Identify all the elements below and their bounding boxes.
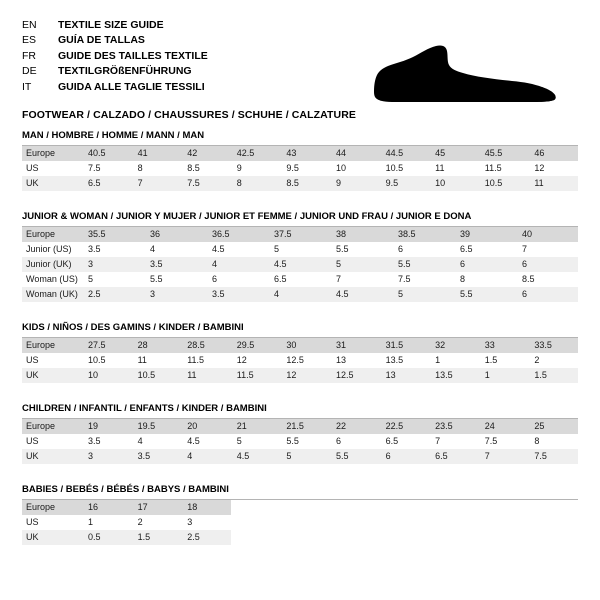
size-cell: 33.5 xyxy=(528,338,578,353)
size-cell xyxy=(280,515,330,530)
language-row xyxy=(22,33,208,48)
size-cell: 8 xyxy=(460,274,466,284)
size-cell: 11 xyxy=(528,176,578,191)
size-cell: 10 xyxy=(335,163,346,173)
size-cell: 11 xyxy=(137,355,147,365)
size-cell: 5 xyxy=(280,449,330,464)
language-code: IT xyxy=(22,80,32,93)
size-cell: 13 xyxy=(380,368,430,383)
size-cell: 6.5 xyxy=(385,436,399,446)
size-cell: 18 xyxy=(181,500,231,515)
size-cell: 13.5 xyxy=(429,368,479,383)
language-code: ES xyxy=(22,34,37,47)
row-label: UK xyxy=(22,530,82,545)
size-cell xyxy=(479,515,529,530)
size-cell: 25 xyxy=(528,419,578,434)
size-cell: 8.5 xyxy=(522,274,535,284)
size-cell: 42 xyxy=(181,146,231,161)
size-cell: 11.5 xyxy=(484,163,502,173)
size-group-title: JUNIOR & WOMAN / JUNIOR Y MUJER / JUNIOR ET FEMME / JUNIOR UND FRAU / JUNIOR E DONA xyxy=(22,211,578,227)
size-cell: 6 xyxy=(398,244,404,254)
size-cell: 40.5 xyxy=(82,146,132,161)
size-cell: 6.5 xyxy=(274,274,287,284)
size-table xyxy=(22,500,578,545)
language-code: DE xyxy=(22,65,37,78)
size-cell: 22 xyxy=(330,419,380,434)
size-cell: 6 xyxy=(212,274,218,284)
row-label: US xyxy=(26,436,39,446)
size-cell: 5.5 xyxy=(150,274,163,284)
size-cell: 11 xyxy=(181,368,231,383)
size-cell: 3.5 xyxy=(206,287,268,302)
size-cell: 41 xyxy=(132,146,182,161)
size-cell: 2.5 xyxy=(181,530,231,545)
language-row xyxy=(22,49,208,64)
size-cell: 4 xyxy=(150,244,156,254)
size-group-title: CHILDREN / INFANTIL / ENFANTS / KINDER / BAMBINI xyxy=(22,403,578,419)
size-cell: 6.5 xyxy=(429,449,479,464)
size-cell: 44.5 xyxy=(380,146,430,161)
size-cell: 31 xyxy=(330,338,380,353)
row-label: US xyxy=(26,163,39,173)
size-cell xyxy=(380,515,430,530)
size-cell: 12.5 xyxy=(330,368,380,383)
document-header xyxy=(22,18,578,122)
size-cell: 3 xyxy=(187,517,193,527)
size-cell: 19 xyxy=(82,419,132,434)
size-cell xyxy=(231,530,281,545)
size-cell: 19.5 xyxy=(132,419,182,434)
size-cell xyxy=(479,530,529,545)
size-cell: 32 xyxy=(429,338,479,353)
size-cell xyxy=(330,500,380,515)
size-cell: 40 xyxy=(516,227,578,242)
size-cell: 2.5 xyxy=(82,287,144,302)
size-cell: 1.5 xyxy=(484,355,498,365)
size-cell: 6 xyxy=(335,436,341,446)
size-cell: 44 xyxy=(330,146,380,161)
size-cell: 4 xyxy=(137,436,143,446)
size-cell: 7.5 xyxy=(181,176,231,191)
size-cell: 8.5 xyxy=(280,176,330,191)
size-cell: 24 xyxy=(479,419,529,434)
row-label: Woman (US) xyxy=(26,274,78,284)
table-row xyxy=(22,146,578,161)
size-cell: 5 xyxy=(392,287,454,302)
size-table xyxy=(22,419,578,464)
size-cell xyxy=(429,500,479,515)
size-cell: 3.5 xyxy=(88,244,101,254)
size-cell: 7.5 xyxy=(398,274,411,284)
size-cell xyxy=(330,530,380,545)
size-cell: 33 xyxy=(479,338,529,353)
size-cell: 10.5 xyxy=(132,368,182,383)
size-cell: 17 xyxy=(132,500,182,515)
size-cell: 10 xyxy=(82,368,132,383)
table-row xyxy=(22,242,578,257)
table-row xyxy=(22,419,578,434)
size-cell: 36.5 xyxy=(206,227,268,242)
size-cell xyxy=(231,500,281,515)
language-row xyxy=(22,64,208,79)
size-cell: 5.5 xyxy=(336,244,349,254)
size-cell xyxy=(280,500,330,515)
size-cell: 5.5 xyxy=(286,436,299,446)
row-label: Junior (UK) xyxy=(22,257,82,272)
table-row xyxy=(22,449,578,464)
table-row xyxy=(22,161,578,176)
size-cell: 4.5 xyxy=(330,287,392,302)
size-cell: 3.5 xyxy=(88,436,101,446)
size-cell: 5.5 xyxy=(454,287,516,302)
table-row xyxy=(22,338,578,353)
row-label: Europe xyxy=(22,227,82,242)
row-label: Europe xyxy=(22,419,82,434)
size-cell: 13.5 xyxy=(385,355,404,365)
size-cell: 10.5 xyxy=(479,176,529,191)
size-cell: 0.5 xyxy=(82,530,132,545)
size-cell: 6.5 xyxy=(460,244,473,254)
size-cell xyxy=(231,515,281,530)
size-cell: 7.5 xyxy=(528,449,578,464)
size-cell: 38 xyxy=(330,227,392,242)
size-cell: 22.5 xyxy=(380,419,430,434)
row-label: Europe xyxy=(22,146,82,161)
size-cell: 9 xyxy=(330,176,380,191)
size-cell: 21.5 xyxy=(280,419,330,434)
size-cell xyxy=(528,500,578,515)
size-cell: 7 xyxy=(522,244,528,254)
size-cell: 28.5 xyxy=(181,338,231,353)
row-label: Woman (UK) xyxy=(22,287,82,302)
row-label: Europe xyxy=(22,338,82,353)
size-cell: 7 xyxy=(479,449,529,464)
size-cell: 4.5 xyxy=(212,244,225,254)
size-cell: 8 xyxy=(534,436,540,446)
size-cell: 3.5 xyxy=(132,449,182,464)
size-cell: 6.5 xyxy=(82,176,132,191)
size-cell: 5 xyxy=(236,436,242,446)
row-label: US xyxy=(26,355,39,365)
language-title: TEXTILGRÖßENFÜHRUNG xyxy=(58,65,192,78)
size-cell: 6 xyxy=(380,449,430,464)
size-cell: 5 xyxy=(88,274,94,284)
size-cell: 4 xyxy=(268,287,330,302)
size-cell: 11.5 xyxy=(231,368,281,383)
size-cell: 10.5 xyxy=(385,163,404,173)
language-title: TEXTILE SIZE GUIDE xyxy=(58,19,164,31)
size-cell: 6 xyxy=(516,257,578,272)
size-cell: 5 xyxy=(274,244,280,254)
language-title: GUIDE DES TAILLES TEXTILE xyxy=(58,49,208,62)
size-cell: 1.5 xyxy=(132,530,182,545)
size-cell: 20 xyxy=(181,419,231,434)
size-cell: 5 xyxy=(330,257,392,272)
size-cell xyxy=(380,530,430,545)
size-cell: 3 xyxy=(82,257,144,272)
size-cell: 4 xyxy=(181,449,231,464)
table-row xyxy=(22,500,578,515)
size-cell: 43 xyxy=(280,146,330,161)
size-cell: 8.5 xyxy=(187,163,200,173)
row-label: US xyxy=(26,517,39,527)
table-row xyxy=(22,434,578,449)
size-cell: 4 xyxy=(206,257,268,272)
size-table xyxy=(22,227,578,302)
row-label: Junior (US) xyxy=(26,244,72,254)
size-cell: 3 xyxy=(144,287,206,302)
size-cell: 39 xyxy=(454,227,516,242)
size-tables-container xyxy=(22,130,578,545)
size-cell: 2 xyxy=(534,355,540,365)
size-cell: 4.5 xyxy=(268,257,330,272)
language-title: GUIDA ALLE TAGLIE TESSILI xyxy=(58,80,205,93)
size-cell xyxy=(528,530,578,545)
language-row xyxy=(22,80,208,95)
size-table xyxy=(22,338,578,383)
dress-shoe-icon xyxy=(372,44,558,106)
size-cell: 45.5 xyxy=(479,146,529,161)
table-row xyxy=(22,353,578,368)
size-cell: 36 xyxy=(144,227,206,242)
row-label: UK xyxy=(22,368,82,383)
size-cell: 10.5 xyxy=(88,355,106,365)
size-cell: 35.5 xyxy=(82,227,144,242)
size-cell xyxy=(429,515,479,530)
footwear-section-title: FOOTWEAR / CALZADO / CHAUSSURES / SCHUHE / CALZATURE xyxy=(22,109,357,122)
size-cell: 23.5 xyxy=(429,419,479,434)
size-cell xyxy=(280,530,330,545)
language-title: GUÍA DE TALLAS xyxy=(58,34,145,47)
size-cell: 38.5 xyxy=(392,227,454,242)
size-cell: 21 xyxy=(231,419,281,434)
size-cell: 6 xyxy=(516,287,578,302)
size-group xyxy=(22,322,578,383)
size-cell: 27.5 xyxy=(82,338,132,353)
size-cell: 29.5 xyxy=(231,338,281,353)
table-row xyxy=(22,257,578,272)
size-cell: 7 xyxy=(132,176,182,191)
size-cell: 37.5 xyxy=(268,227,330,242)
size-group-title: KIDS / NIÑOS / DES GAMINS / KINDER / BAMBINI xyxy=(22,322,578,338)
size-cell: 3.5 xyxy=(144,257,206,272)
size-cell: 9 xyxy=(236,163,242,173)
size-cell: 46 xyxy=(528,146,578,161)
size-cell: 1 xyxy=(88,517,94,527)
table-row xyxy=(22,287,578,302)
size-cell: 12.5 xyxy=(286,355,304,365)
language-title-list xyxy=(22,18,208,95)
size-cell: 1 xyxy=(479,368,529,383)
table-row xyxy=(22,515,578,530)
table-row xyxy=(22,530,578,545)
size-cell: 45 xyxy=(429,146,479,161)
size-cell xyxy=(528,515,578,530)
size-cell: 12 xyxy=(280,368,330,383)
size-cell: 28 xyxy=(132,338,182,353)
language-row xyxy=(22,18,208,33)
size-group xyxy=(22,484,578,545)
size-group xyxy=(22,211,578,302)
size-cell: 16 xyxy=(82,500,132,515)
size-cell: 1.5 xyxy=(528,368,578,383)
language-code: FR xyxy=(22,49,36,62)
size-cell: 13 xyxy=(335,355,346,365)
size-cell: 12 xyxy=(534,163,545,173)
row-label: Europe xyxy=(22,500,82,515)
size-cell: 9.5 xyxy=(286,163,299,173)
size-cell xyxy=(429,530,479,545)
size-cell: 30 xyxy=(280,338,330,353)
size-cell xyxy=(479,500,529,515)
row-label: UK xyxy=(22,449,82,464)
size-cell xyxy=(380,500,430,515)
size-cell: 2 xyxy=(137,517,143,527)
table-row xyxy=(22,176,578,191)
size-cell: 4.5 xyxy=(231,449,281,464)
size-cell: 11 xyxy=(435,163,445,173)
size-cell: 11.5 xyxy=(187,355,205,365)
size-cell: 1 xyxy=(435,355,441,365)
size-cell: 5.5 xyxy=(392,257,454,272)
row-label: UK xyxy=(22,176,82,191)
size-cell: 12 xyxy=(236,355,247,365)
size-cell: 7 xyxy=(435,436,441,446)
language-code: EN xyxy=(22,19,37,31)
size-cell xyxy=(330,515,380,530)
size-cell: 42.5 xyxy=(231,146,281,161)
size-group-title: BABIES / BEBÉS / BÉBÉS / BABYS / BAMBINI xyxy=(22,484,578,500)
table-row xyxy=(22,227,578,242)
table-row xyxy=(22,272,578,287)
size-group xyxy=(22,403,578,464)
size-cell: 7.5 xyxy=(484,436,498,446)
size-group xyxy=(22,130,578,191)
size-cell: 9.5 xyxy=(380,176,430,191)
size-cell: 6 xyxy=(454,257,516,272)
size-cell: 3 xyxy=(82,449,132,464)
size-table xyxy=(22,146,578,191)
table-row xyxy=(22,368,578,383)
size-cell: 10 xyxy=(429,176,479,191)
size-cell: 7.5 xyxy=(88,163,101,173)
size-cell: 31.5 xyxy=(380,338,430,353)
size-cell: 8 xyxy=(137,163,143,173)
size-group-title: MAN / HOMBRE / HOMME / MANN / MAN xyxy=(22,130,578,146)
size-cell: 7 xyxy=(336,274,342,284)
size-cell: 8 xyxy=(231,176,281,191)
size-cell: 4.5 xyxy=(187,436,200,446)
size-cell: 5.5 xyxy=(330,449,380,464)
